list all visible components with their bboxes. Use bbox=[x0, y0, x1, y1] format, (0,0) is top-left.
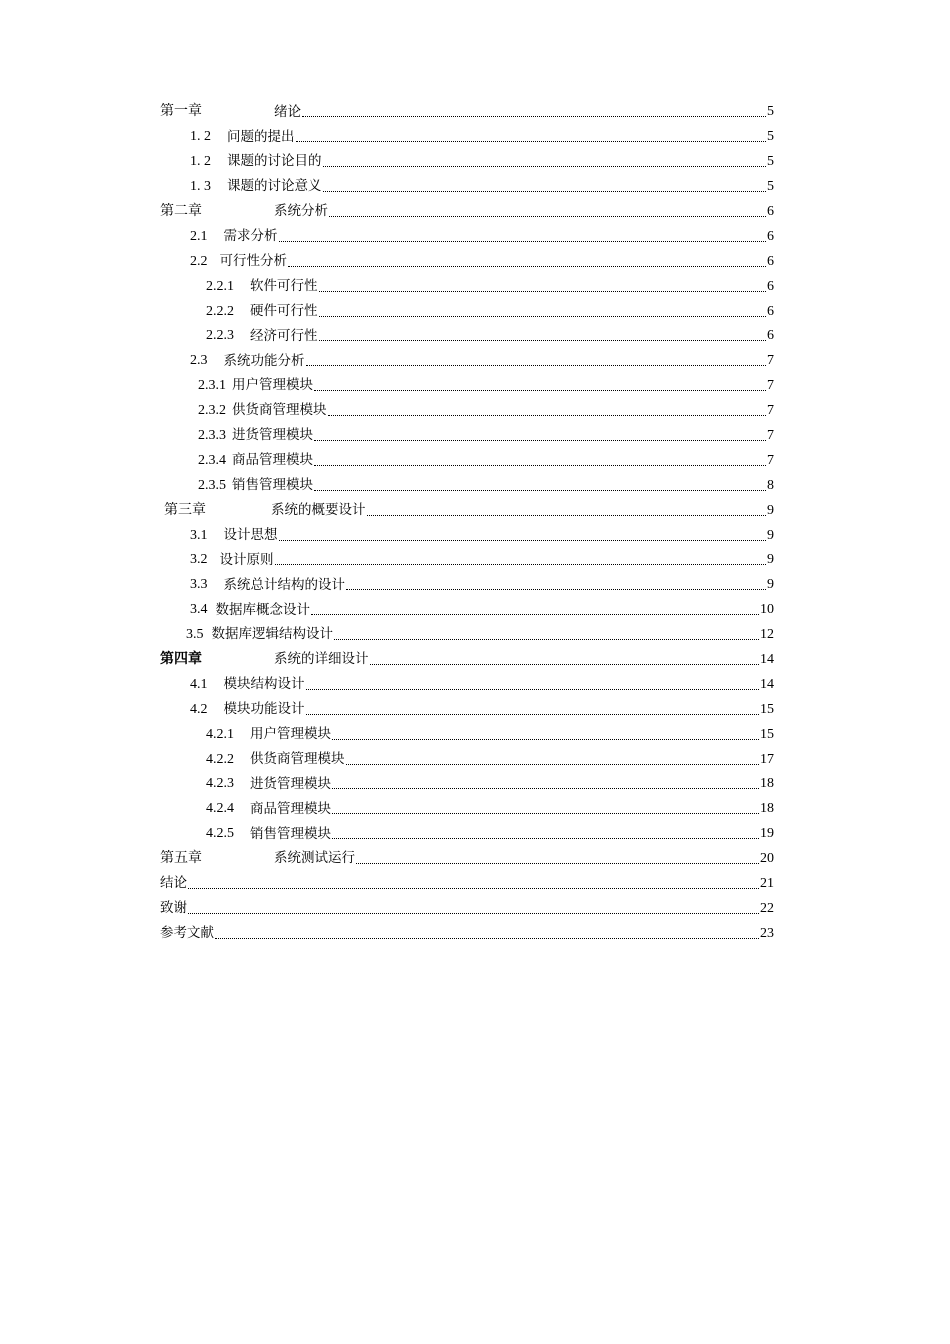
toc-entry-number: 2.3.2 bbox=[198, 403, 226, 419]
toc-entry-label bbox=[160, 927, 214, 941]
toc-entry[interactable] bbox=[160, 150, 774, 175]
toc-entry[interactable] bbox=[160, 772, 774, 797]
toc-entry-page: 6 bbox=[767, 303, 774, 319]
toc-entry-title: 系统功能分析 bbox=[223, 352, 305, 369]
toc-entry-label bbox=[190, 155, 322, 169]
toc-entry-number: 3.3 bbox=[190, 577, 208, 593]
dot-leader bbox=[215, 927, 759, 941]
toc-entry-number: 4.1 bbox=[190, 676, 208, 692]
toc-entry-number: 2.2 bbox=[190, 253, 208, 269]
toc-entry-title: 致谢 bbox=[160, 900, 187, 917]
toc-entry-number: 2.2.3 bbox=[206, 328, 234, 344]
toc-entry-page: 7 bbox=[767, 428, 774, 444]
toc-entry-number: 2.3.3 bbox=[198, 428, 226, 444]
toc-entry-number: 4.2.5 bbox=[206, 826, 234, 842]
dot-leader bbox=[346, 753, 760, 767]
toc-entry-title: 商品管理模块 bbox=[250, 800, 331, 817]
toc-entry-number: 1. 2 bbox=[190, 154, 211, 170]
dot-leader bbox=[314, 479, 766, 493]
toc-entry-page: 18 bbox=[760, 801, 774, 817]
dot-leader bbox=[311, 603, 759, 617]
toc-entry-number: 2.3.1 bbox=[198, 378, 226, 394]
toc-entry-label bbox=[198, 479, 313, 493]
toc-entry-label bbox=[190, 354, 305, 368]
toc-entry-page: 18 bbox=[760, 776, 774, 792]
toc-entry[interactable] bbox=[160, 523, 774, 548]
toc-entry-number: 4.2 bbox=[190, 701, 208, 717]
toc-entry-title: 课题的讨论目的 bbox=[227, 153, 322, 170]
dot-leader bbox=[319, 280, 767, 294]
toc-entry[interactable] bbox=[160, 473, 774, 498]
toc-entry[interactable] bbox=[160, 847, 774, 872]
toc-entry-title: 供货商管理模块 bbox=[250, 750, 345, 767]
toc-entry-title: 数据库逻辑结构设计 bbox=[211, 626, 333, 643]
toc-entry-title: 课题的讨论意义 bbox=[227, 178, 322, 195]
toc-entry-page: 23 bbox=[760, 925, 774, 941]
toc-entry-number: 2.2.1 bbox=[206, 278, 234, 294]
toc-entry-label bbox=[160, 877, 187, 891]
toc-entry-page: 5 bbox=[767, 179, 774, 195]
toc-entry[interactable] bbox=[160, 623, 774, 648]
toc-entry-label bbox=[160, 852, 355, 866]
toc-entry-page: 5 bbox=[767, 129, 774, 145]
toc-entry-title: 系统的概要设计 bbox=[271, 501, 366, 518]
toc-entry-title: 绪论 bbox=[274, 103, 301, 120]
dot-leader bbox=[306, 678, 760, 692]
toc-entry-number: 4.2.3 bbox=[206, 776, 234, 792]
toc-entry-label bbox=[160, 902, 187, 916]
toc-entry-label bbox=[198, 404, 327, 418]
toc-entry[interactable] bbox=[160, 648, 774, 673]
toc-entry-number: 2.1 bbox=[190, 228, 208, 244]
toc-entry-label bbox=[198, 454, 313, 468]
dot-leader bbox=[328, 404, 767, 418]
toc-entry-title: 经济可行性 bbox=[250, 327, 318, 344]
toc-entry-page: 5 bbox=[767, 104, 774, 120]
toc-entry-title: 进货管理模块 bbox=[250, 775, 331, 792]
dot-leader bbox=[296, 130, 767, 144]
toc-entry-label bbox=[190, 230, 278, 244]
toc-entry[interactable] bbox=[160, 921, 774, 946]
toc-entry-page: 7 bbox=[767, 378, 774, 394]
table-of-contents bbox=[160, 100, 774, 946]
toc-entry-page: 6 bbox=[767, 228, 774, 244]
toc-entry-label bbox=[206, 777, 331, 791]
dot-leader bbox=[332, 777, 759, 791]
dot-leader bbox=[356, 852, 759, 866]
toc-entry[interactable] bbox=[160, 697, 774, 722]
toc-entry[interactable] bbox=[160, 324, 774, 349]
toc-entry[interactable] bbox=[160, 722, 774, 747]
toc-entry-label bbox=[160, 205, 328, 219]
toc-entry-title: 软件可行性 bbox=[250, 277, 318, 294]
toc-entry-number: 4.2.1 bbox=[206, 726, 234, 742]
toc-entry[interactable] bbox=[160, 797, 774, 822]
toc-entry-page: 19 bbox=[760, 826, 774, 842]
toc-entry-page: 15 bbox=[760, 726, 774, 742]
toc-entry-page: 10 bbox=[760, 602, 774, 618]
toc-entry-page: 6 bbox=[767, 253, 774, 269]
dot-leader bbox=[314, 454, 766, 468]
toc-entry-title: 可行性分析 bbox=[219, 253, 287, 270]
toc-entry-page: 5 bbox=[767, 154, 774, 170]
dot-leader bbox=[188, 902, 759, 916]
toc-entry[interactable] bbox=[160, 448, 774, 473]
toc-entry-page: 9 bbox=[767, 527, 774, 543]
toc-entry-page: 6 bbox=[767, 204, 774, 219]
toc-entry-label bbox=[206, 302, 318, 319]
toc-entry-label bbox=[186, 628, 333, 642]
toc-entry-number: 第三章 bbox=[164, 502, 206, 518]
toc-entry[interactable] bbox=[160, 872, 774, 897]
toc-entry-title: 模块结构设计 bbox=[223, 676, 305, 693]
toc-entry-label bbox=[190, 678, 305, 692]
dot-leader bbox=[279, 230, 767, 244]
toc-entry-label bbox=[164, 501, 366, 518]
dot-leader bbox=[332, 728, 759, 742]
toc-entry-title: 供货商管理模块 bbox=[232, 402, 327, 419]
dot-leader bbox=[370, 653, 760, 667]
toc-entry-number: 2.2.2 bbox=[206, 303, 234, 319]
toc-entry-label bbox=[206, 277, 318, 294]
toc-entry-title: 系统总计结构的设计 bbox=[223, 576, 345, 593]
toc-entry-title: 销售管理模块 bbox=[250, 825, 331, 842]
toc-entry[interactable] bbox=[160, 125, 774, 150]
dot-leader bbox=[319, 329, 767, 343]
dot-leader bbox=[334, 628, 759, 642]
toc-entry-page: 12 bbox=[760, 627, 774, 643]
dot-leader bbox=[319, 305, 767, 319]
toc-entry[interactable] bbox=[160, 249, 774, 274]
toc-entry-title: 模块功能设计 bbox=[223, 701, 305, 718]
toc-entry-page: 21 bbox=[760, 876, 774, 892]
toc-entry[interactable] bbox=[160, 399, 774, 424]
toc-entry[interactable] bbox=[160, 548, 774, 573]
toc-entry-label bbox=[206, 725, 331, 742]
toc-entry-number: 第五章 bbox=[160, 851, 202, 867]
toc-entry-number: 1. 3 bbox=[190, 179, 211, 195]
toc-entry-page: 6 bbox=[767, 278, 774, 294]
toc-entry-page: 7 bbox=[767, 353, 774, 369]
toc-entry-number: 第一章 bbox=[160, 104, 202, 120]
toc-entry-number: 3.1 bbox=[190, 527, 208, 543]
toc-entry-label bbox=[198, 429, 313, 443]
toc-entry-number: 2.3 bbox=[190, 353, 208, 369]
toc-entry[interactable] bbox=[160, 598, 774, 623]
dot-leader bbox=[275, 553, 767, 567]
toc-entry-title: 用户管理模块 bbox=[232, 377, 313, 394]
dot-leader bbox=[346, 578, 766, 592]
toc-entry[interactable] bbox=[160, 424, 774, 449]
toc-entry[interactable] bbox=[160, 224, 774, 249]
toc-entry[interactable] bbox=[160, 747, 774, 772]
toc-entry-title: 商品管理模块 bbox=[232, 452, 313, 469]
toc-entry-title: 参考文献 bbox=[160, 925, 214, 942]
toc-entry[interactable] bbox=[160, 200, 774, 225]
toc-entry-page: 14 bbox=[760, 676, 774, 692]
toc-entry-title: 系统的详细设计 bbox=[274, 651, 369, 668]
toc-entry-label bbox=[206, 802, 331, 816]
toc-entry-number: 3.5 bbox=[186, 627, 204, 643]
toc-entry[interactable] bbox=[160, 349, 774, 374]
toc-entry-title: 硬件可行性 bbox=[250, 302, 318, 319]
dot-leader bbox=[288, 255, 766, 269]
toc-entry-title: 进货管理模块 bbox=[232, 427, 313, 444]
toc-entry-title: 系统分析 bbox=[274, 203, 328, 220]
dot-leader bbox=[314, 379, 766, 393]
dot-leader bbox=[332, 827, 759, 841]
dot-leader bbox=[306, 703, 760, 717]
toc-entry[interactable] bbox=[160, 897, 774, 922]
toc-entry-page: 14 bbox=[760, 652, 774, 668]
toc-entry-number: 3.4 bbox=[190, 602, 208, 618]
toc-entry-number: 2.3.5 bbox=[198, 477, 226, 493]
dot-leader bbox=[323, 180, 767, 194]
toc-entry-label bbox=[160, 105, 301, 119]
toc-entry-label bbox=[190, 255, 287, 269]
toc-entry-title: 设计原则 bbox=[219, 551, 274, 568]
toc-entry-page: 8 bbox=[767, 477, 774, 493]
toc-entry[interactable] bbox=[160, 822, 774, 847]
toc-entry-title: 设计思想 bbox=[223, 526, 278, 543]
dot-leader bbox=[279, 529, 767, 543]
toc-entry-label bbox=[206, 827, 331, 841]
toc-entry-label bbox=[198, 379, 313, 393]
toc-entry-label bbox=[190, 130, 295, 144]
toc-entry-label bbox=[190, 603, 310, 617]
toc-entry[interactable] bbox=[160, 374, 774, 399]
toc-entry-title: 数据库概念设计 bbox=[215, 601, 310, 618]
toc-entry-number: 第二章 bbox=[160, 204, 202, 219]
toc-entry[interactable] bbox=[160, 100, 774, 125]
toc-entry-number: 4.2.2 bbox=[206, 751, 234, 767]
dot-leader bbox=[367, 504, 767, 518]
toc-entry-title: 问题的提出 bbox=[227, 128, 295, 145]
toc-entry[interactable] bbox=[160, 573, 774, 598]
toc-entry-number: 3.2 bbox=[190, 552, 208, 568]
dot-leader bbox=[329, 205, 766, 219]
toc-entry-title: 需求分析 bbox=[223, 228, 278, 245]
toc-entry-label bbox=[190, 526, 278, 543]
toc-entry-number: 2.3.4 bbox=[198, 452, 226, 468]
toc-entry-number: 4.2.4 bbox=[206, 801, 234, 817]
toc-entry-page: 9 bbox=[767, 502, 774, 518]
toc-entry-page: 17 bbox=[760, 751, 774, 767]
toc-entry-page: 22 bbox=[760, 900, 774, 916]
toc-entry-number: 1. 2 bbox=[190, 129, 211, 145]
toc-entry-page: 6 bbox=[767, 328, 774, 344]
toc-entry-page: 15 bbox=[760, 701, 774, 717]
toc-entry-page: 20 bbox=[760, 851, 774, 867]
dot-leader bbox=[302, 105, 766, 119]
toc-entry-label bbox=[190, 578, 345, 592]
toc-entry[interactable] bbox=[160, 498, 774, 523]
toc-entry-page: 9 bbox=[767, 577, 774, 593]
toc-entry-title: 用户管理模块 bbox=[250, 725, 331, 742]
dot-leader bbox=[188, 877, 759, 891]
toc-entry-label bbox=[206, 329, 318, 343]
toc-entry-page: 7 bbox=[767, 452, 774, 468]
toc-entry[interactable] bbox=[160, 299, 774, 324]
toc-entry-number: 第四章 bbox=[160, 652, 202, 668]
toc-entry-label bbox=[160, 653, 369, 667]
dot-leader bbox=[314, 429, 766, 443]
toc-entry[interactable] bbox=[160, 175, 774, 200]
toc-entry-label bbox=[206, 750, 345, 767]
toc-entry[interactable] bbox=[160, 672, 774, 697]
toc-entry-label bbox=[190, 180, 322, 194]
toc-entry-page: 7 bbox=[767, 403, 774, 419]
toc-entry-title: 销售管理模块 bbox=[232, 477, 313, 494]
dot-leader bbox=[332, 802, 759, 816]
dot-leader bbox=[306, 354, 767, 368]
toc-entry-page: 9 bbox=[767, 552, 774, 568]
toc-entry-label bbox=[190, 553, 274, 567]
toc-entry-label bbox=[190, 703, 305, 717]
toc-entry-title: 结论 bbox=[160, 875, 187, 892]
dot-leader bbox=[323, 155, 767, 169]
toc-entry-title: 系统测试运行 bbox=[274, 850, 355, 867]
toc-entry[interactable] bbox=[160, 274, 774, 299]
